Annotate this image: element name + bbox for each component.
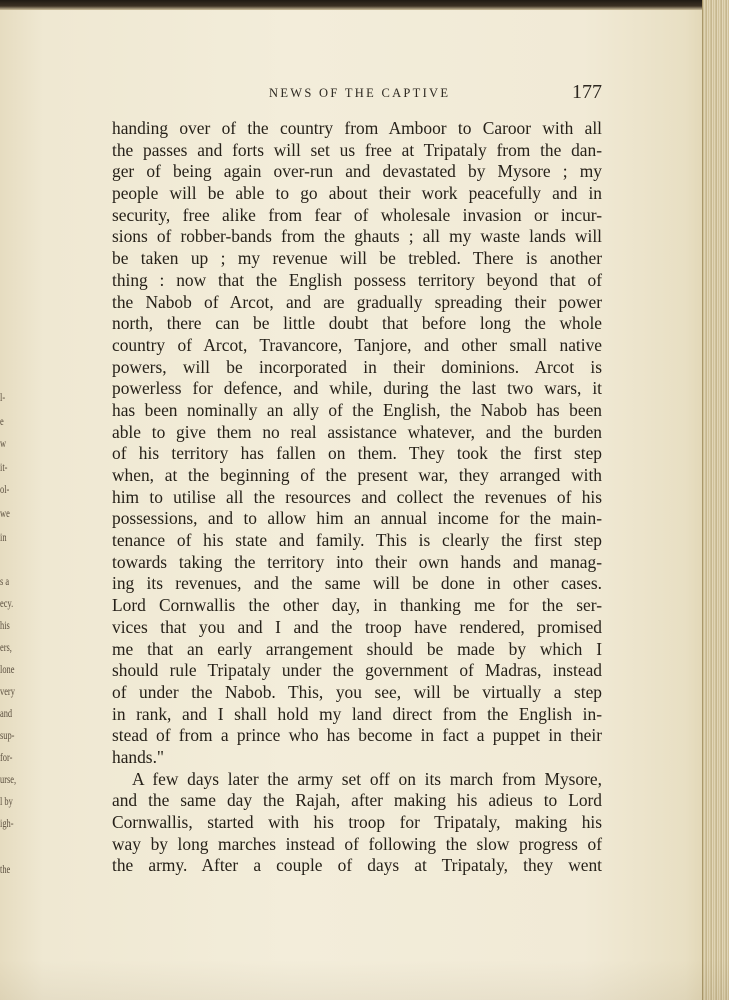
text-line: powerless for defence, and while, during the last two wars, it (112, 378, 602, 399)
facing-fragment: his (0, 618, 10, 632)
text-line: of under the Nabob. This, you see, will be virtually a step (112, 681, 602, 702)
text-line: vices that you and I and the troop have rendered, promised (112, 616, 602, 637)
text-line: has been nominally an ally of the English, the Nabob has been (112, 399, 602, 420)
text-line: sions of robber-bands from the ghauts ; all my waste lands will (112, 226, 602, 247)
text-line: and the same day the Rajah, after making his adieus to Lord (112, 790, 602, 811)
scan-bottom-shade (0, 960, 729, 1000)
facing-fragment: the (0, 862, 11, 876)
facing-fragment: ecy. (0, 596, 14, 610)
facing-fragment: in (0, 530, 7, 544)
facing-fragment: it- (0, 460, 8, 474)
text-line: the army. After a couple of days at Tripataly, they went (112, 855, 602, 876)
running-title: NEWS OF THE CAPTIVE (269, 86, 451, 100)
facing-fragment: e (0, 414, 4, 428)
text-line: able to give them no real assistance whatever, and the burden (112, 421, 602, 442)
facing-fragment: ers, (0, 640, 12, 654)
paragraph-start-line: A few days later the army set off on its march from Mysore, (132, 768, 602, 789)
text-line: the passes and forts will set us free at Tripataly from the dan- (112, 139, 602, 160)
text-line: stead of from a prince who has become in fact a puppet in their (112, 725, 602, 746)
text-line: ger of being again over-run and devastated by Mysore ; my (112, 161, 602, 182)
body-text (112, 118, 602, 877)
facing-fragment: lone (0, 662, 15, 676)
text-line: country of Arcot, Travancore, Tanjore, and other small native (112, 334, 602, 355)
facing-fragment: w (0, 436, 7, 450)
facing-fragment: we (0, 506, 10, 520)
page-number: 177 (572, 81, 602, 103)
text-line: him to utilise all the resources and collect the revenues of his (112, 486, 602, 507)
text-line: towards taking the territory into their own hands and manag- (112, 551, 602, 572)
text-line: possessions, and to allow him an annual income for the main- (112, 508, 602, 529)
text-line: in rank, and I shall hold my land direct from the English in- (112, 703, 602, 724)
text-line: me that an early arrangement should be made by which I (112, 638, 602, 659)
text-line: Lord Cornwallis the other day, in thanking me for the ser- (112, 595, 602, 616)
facing-fragment: for- (0, 750, 13, 764)
text-line: thing : now that the English possess territory beyond that of (112, 269, 602, 290)
text-line: the Nabob of Arcot, and are gradually spreading their power (112, 291, 602, 312)
text-line: tenance of his state and family. This is clearly the first step (112, 530, 602, 551)
text-line: when, at the beginning of the present war, they arranged with (112, 465, 602, 485)
facing-fragment: l- (0, 390, 6, 404)
text-line: be taken up ; my revenue will be trebled. There is another (112, 248, 602, 269)
facing-fragment: ol- (0, 482, 10, 496)
text-line: of his territory has fallen on them. They took the first step (112, 443, 602, 464)
text-line: way by long marches instead of following the slow progress of (112, 833, 602, 854)
facing-fragment: s a (0, 574, 10, 588)
facing-fragment: and (0, 706, 13, 720)
text-line: north, there can be little doubt that before long the whole (112, 313, 602, 334)
text-line: powers, will be incorporated in their dominions. Arcot is (112, 356, 602, 377)
facing-fragment: sup- (0, 728, 15, 742)
text-line: security, free alike from fear of wholesale invasion or incur- (112, 204, 602, 225)
facing-fragment: igh- (0, 816, 14, 830)
text-line: handing over of the country from Amboor to Caroor with all (112, 118, 602, 138)
scan-top-edge (0, 0, 729, 10)
text-line: hands." (112, 746, 165, 767)
facing-page-bleed (0, 390, 18, 910)
text-line: people will be able to go about their work peacefully and in (112, 183, 602, 204)
facing-fragment: urse, (0, 772, 17, 786)
book-page-edges (702, 0, 729, 1000)
text-line: Cornwallis, started with his troop for Tripataly, making his (112, 812, 602, 832)
text-line: should rule Tripataly under the government of Madras, instead (112, 660, 602, 681)
facing-fragment: l by (0, 794, 13, 808)
text-line: ing its revenues, and the same will be done in other cases. (112, 573, 602, 594)
facing-fragment: very (0, 684, 15, 698)
